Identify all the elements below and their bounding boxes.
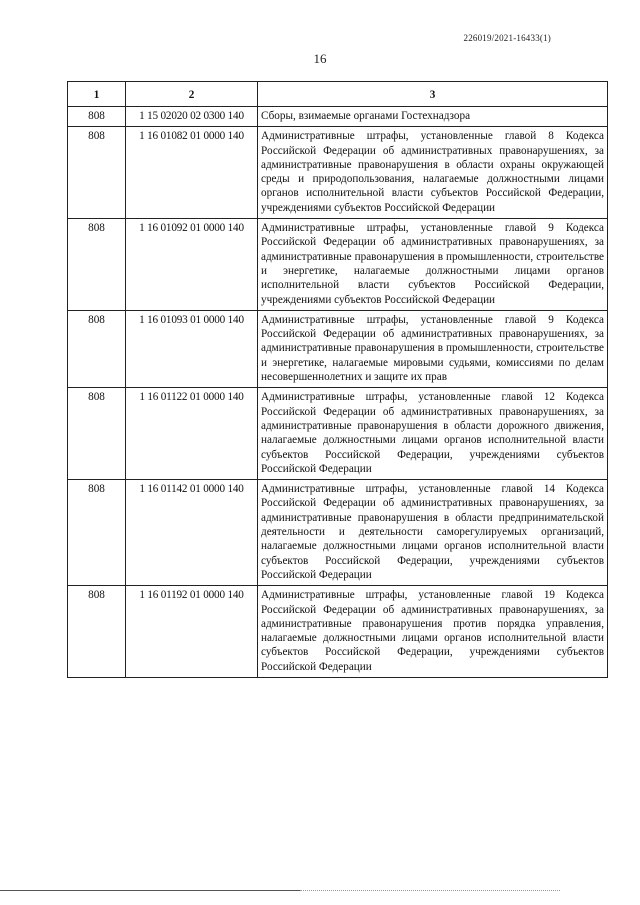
revenue-name-cell: Сборы, взимаемые органами Гостехнадзора (258, 107, 608, 127)
document-number: 226019/2021-16433(1) (463, 33, 551, 43)
table-row (68, 388, 608, 480)
table-row (68, 310, 608, 387)
revenue-codes-table (67, 81, 608, 678)
table-row (68, 127, 608, 219)
admin-code-cell: 808 (68, 388, 126, 480)
revenue-name-cell: Административные штрафы, установленные главой 9 Кодекса Российской Федерации об административных правонарушениях, за административные правонарушения в промышленности, строительстве и энергетике, налагаемые должностными лицами органов исполнительной власти субъектов Российской Федерации, учреждениями субъектов Российской Федерации (258, 219, 608, 311)
revenue-name-cell: Административные штрафы, установленные главой 8 Кодекса Российской Федерации об административных правонарушениях, за административные правонарушения в области охраны окружающей среды и природопользования, налагаемые должностными лицами органов исполнительной власти субъектов Российской Федерации, учреждениями субъектов Российской Федерации (258, 127, 608, 219)
revenue-code-cell: 1 16 01093 01 0000 140 (126, 310, 258, 387)
column-header-3: 3 (258, 82, 608, 107)
admin-code-cell: 808 (68, 127, 126, 219)
revenue-code-cell: 1 16 01082 01 0000 140 (126, 127, 258, 219)
table-row (68, 586, 608, 678)
admin-code-cell: 808 (68, 480, 126, 586)
revenue-code-cell: 1 16 01192 01 0000 140 (126, 586, 258, 678)
page-number: 16 (313, 51, 327, 66)
footer-dotted-divider (300, 890, 560, 891)
table-row (68, 107, 608, 127)
table-row (68, 480, 608, 586)
revenue-code-cell: 1 15 02020 02 0300 140 (126, 107, 258, 127)
header-row (68, 82, 608, 107)
table-body (68, 107, 608, 678)
admin-code-cell: 808 (68, 219, 126, 311)
revenue-code-cell: 1 16 01122 01 0000 140 (126, 388, 258, 480)
footer-divider (0, 890, 300, 891)
admin-code-cell: 808 (68, 586, 126, 678)
revenue-code-cell: 1 16 01092 01 0000 140 (126, 219, 258, 311)
table-row (68, 219, 608, 311)
revenue-code-cell: 1 16 01142 01 0000 140 (126, 480, 258, 586)
admin-code-cell: 808 (68, 107, 126, 127)
column-header-1: 1 (68, 82, 126, 107)
revenue-name-cell: Административные штрафы, установленные главой 12 Кодекса Российской Федерации об административных правонарушениях, за административные правонарушения в области дорожного движения, налагаемые должностными лицами органов исполнительной власти субъектов Российской Федерации, учреждениями субъектов Российской Федерации (258, 388, 608, 480)
table-header (68, 82, 608, 107)
revenue-name-cell: Административные штрафы, установленные главой 19 Кодекса Российской Федерации об административных правонарушениях, за административные правонарушения против порядка управления, налагаемые должностными лицами органов исполнительной власти субъектов Российской Федерации, учреждениями субъектов Российской Федерации (258, 586, 608, 678)
column-header-2: 2 (126, 82, 258, 107)
revenue-name-cell: Административные штрафы, установленные главой 9 Кодекса Российской Федерации об административных правонарушениях, за административные правонарушения в промышленности, строительстве и энергетике, налагаемые мировыми судьями, комиссиями по делам несовершеннолетних и защите их прав (258, 310, 608, 387)
admin-code-cell: 808 (68, 310, 126, 387)
revenue-name-cell: Административные штрафы, установленные главой 14 Кодекса Российской Федерации об административных правонарушениях, за административные правонарушения в области предпринимательской деятельности и деятельности саморегулируемых организаций, налагаемые должностными лицами органов исполнительной власти субъектов Российской Федерации, учреждениями субъектов Российской Федерации (258, 480, 608, 586)
